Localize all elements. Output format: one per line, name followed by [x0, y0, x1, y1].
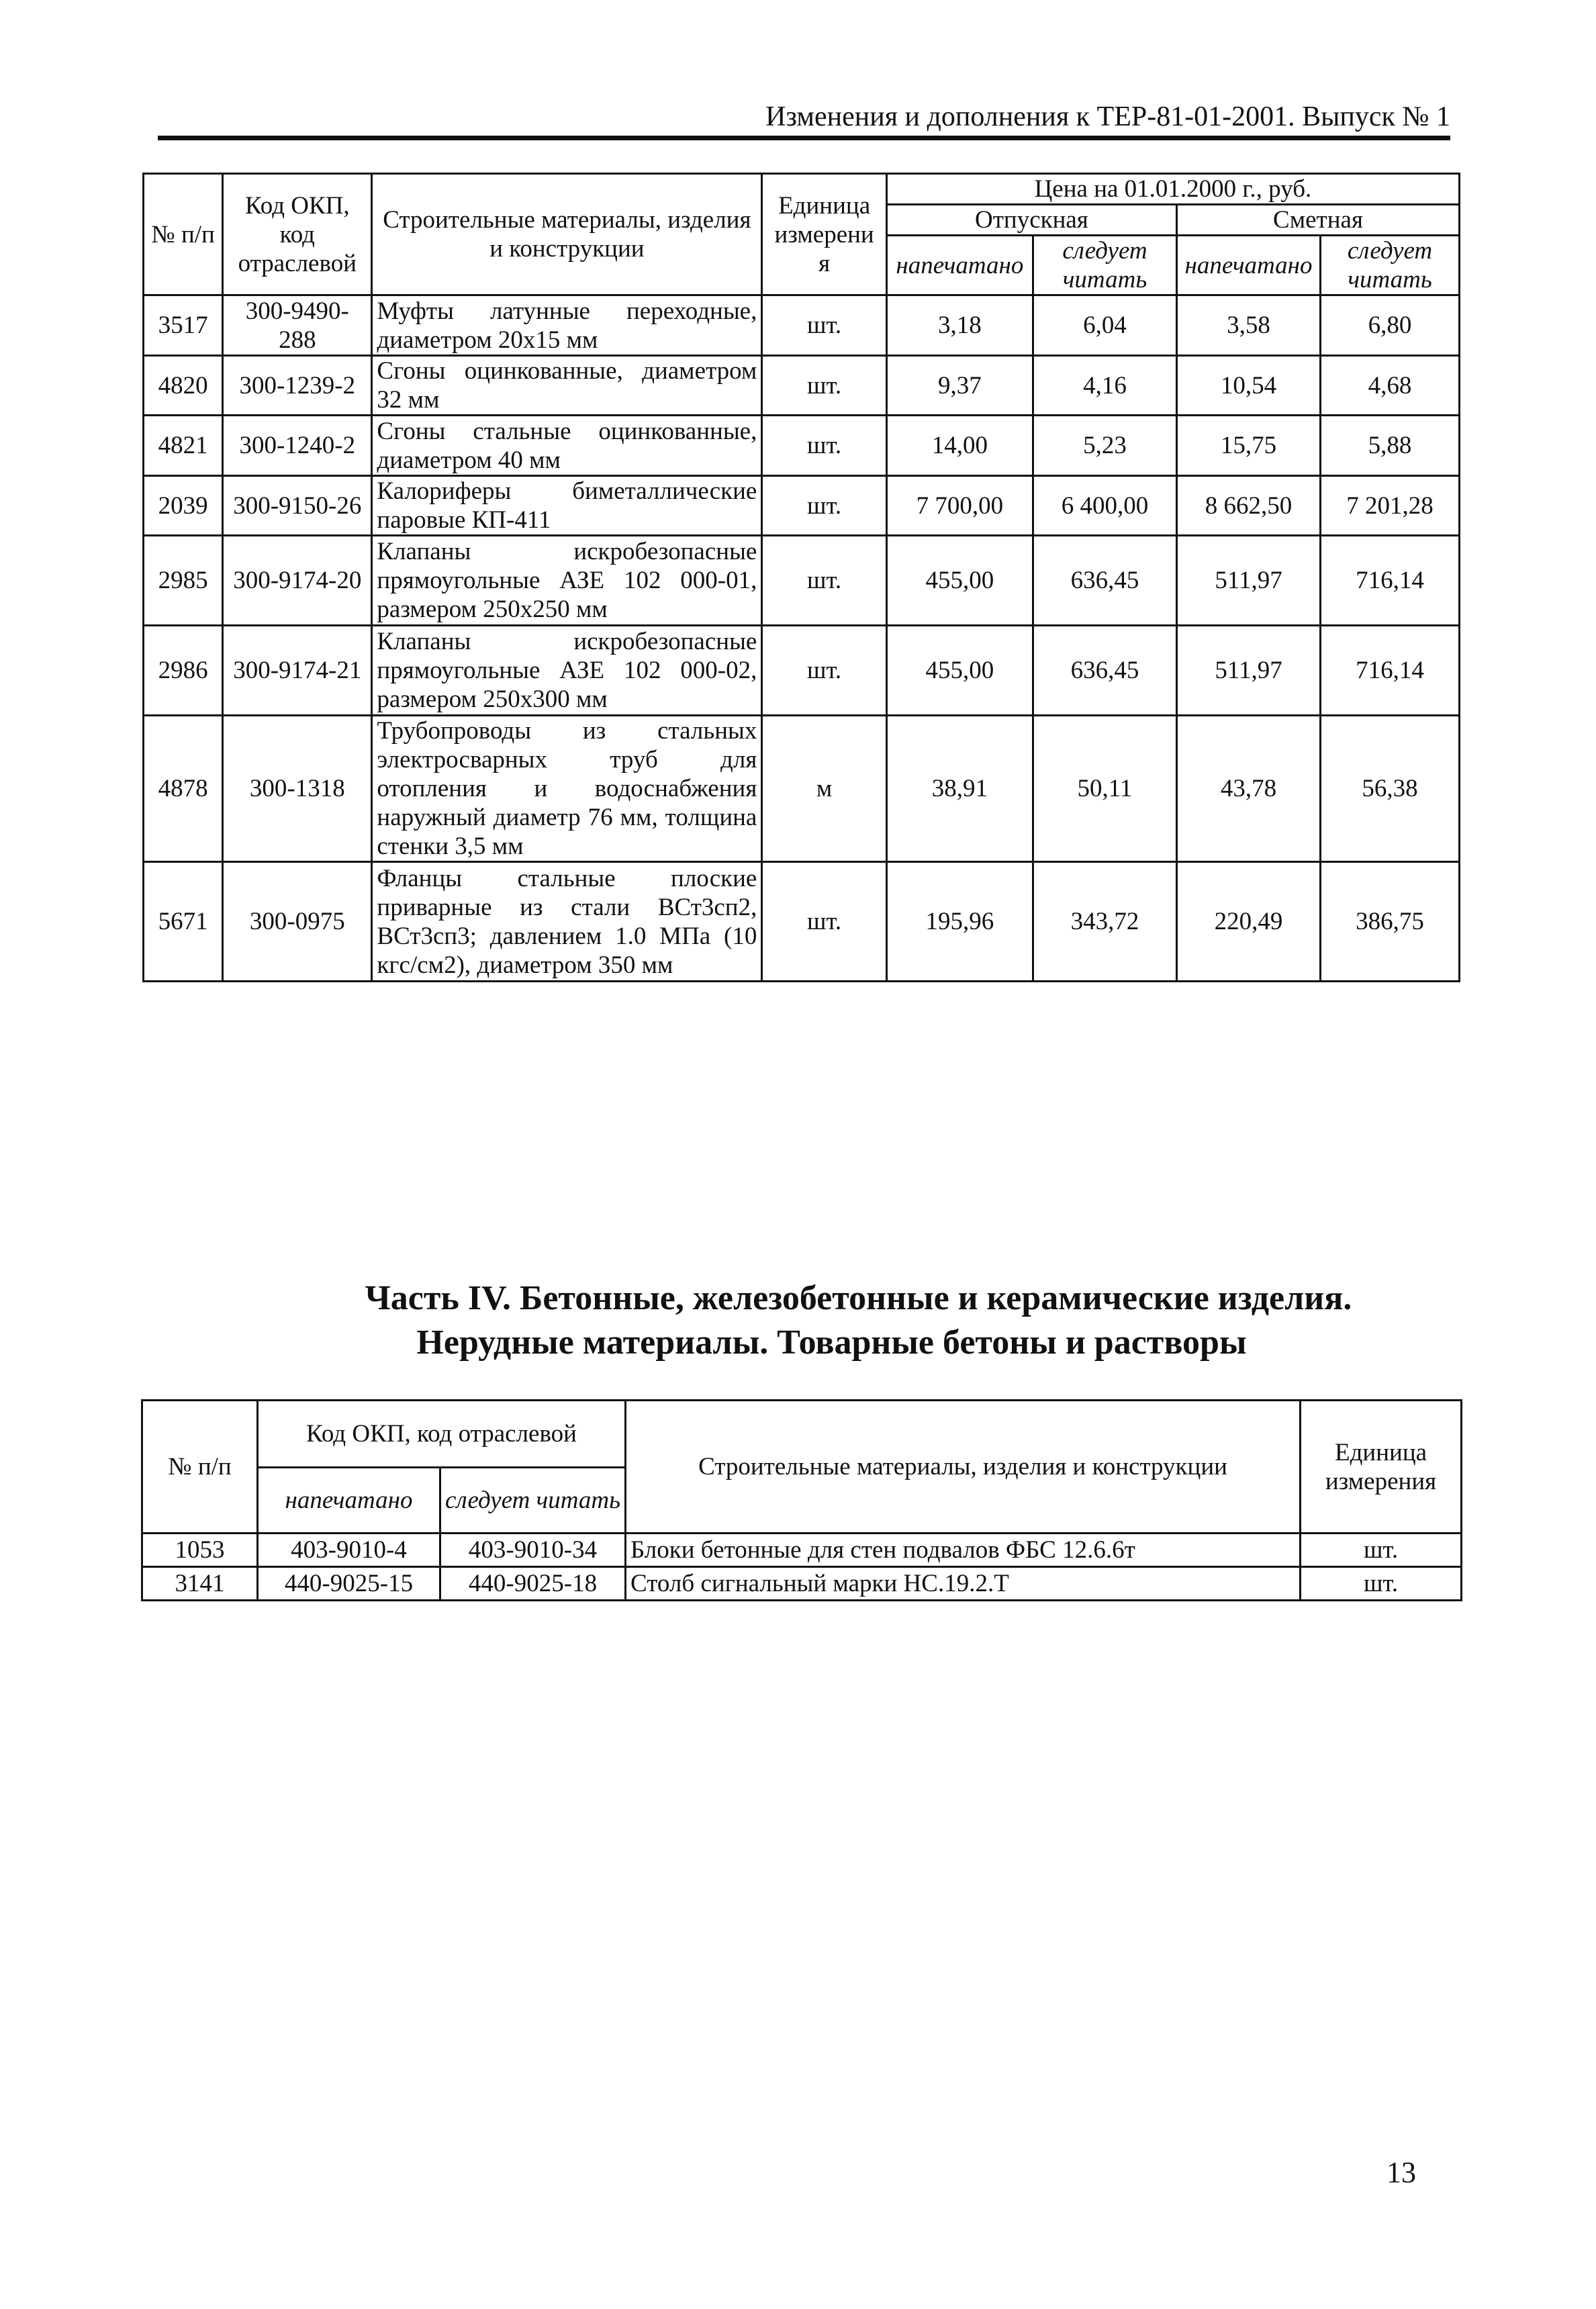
row-unit: шт.: [762, 356, 887, 416]
row-otp-read: 343,72: [1033, 862, 1176, 982]
row-sm-read: 5,88: [1321, 416, 1460, 476]
col-header-sm-printed: напечатано: [1177, 236, 1321, 295]
row-otp-read: 636,45: [1033, 626, 1176, 716]
row-sm-printed: 3,58: [1177, 295, 1321, 356]
row-num: 4821: [144, 416, 223, 476]
row-sm-printed: 511,97: [1177, 626, 1321, 716]
row-otp-printed: 14,00: [886, 416, 1033, 476]
col-header-code: Код ОКП, код отраслевой: [258, 1401, 626, 1468]
row-unit: шт.: [1301, 1534, 1462, 1567]
table-row: [144, 356, 1460, 416]
table-row: [144, 476, 1460, 536]
row-num: 2985: [144, 536, 223, 626]
row-otp-read: 636,45: [1033, 536, 1176, 626]
row-code: 300-1239-2: [223, 356, 372, 416]
row-material: Калориферы биметаллические паровые КП-411: [372, 476, 762, 536]
row-otp-printed: 455,00: [886, 536, 1033, 626]
table-row: [144, 862, 1460, 982]
row-num: 1053: [142, 1534, 258, 1567]
row-material: Фланцы стальные плоские приварные из стали ВСт3сп2, ВСт3сп3; давлением 1.0 МПа (10 кгс/см2), диаметром 350 мм: [372, 862, 762, 982]
row-code: 300-0975: [223, 862, 372, 982]
row-material: Сгоны стальные оцинкованные, диаметром 40 мм: [372, 416, 762, 476]
row-material: Блоки бетонные для стен подвалов ФБС 12.6.6т: [626, 1534, 1301, 1567]
row-sm-printed: 43,78: [1177, 716, 1321, 862]
row-code-printed: 440-9025-15: [258, 1567, 440, 1601]
row-num: 3517: [144, 295, 223, 356]
row-sm-read: 6,80: [1321, 295, 1460, 356]
row-num: 4820: [144, 356, 223, 416]
row-unit: шт.: [1301, 1567, 1462, 1601]
row-material: Клапаны искробезопасные прямоугольные АЗЕ 102 000-01, размером 250х250 мм: [372, 536, 762, 626]
row-num: 3141: [142, 1567, 258, 1601]
row-material: Муфты латунные переходные, диаметром 20х15 мм: [372, 295, 762, 356]
col-header-smet: Сметная: [1177, 205, 1460, 236]
running-header: Изменения и дополнения к ТЕР-81-01-2001. Выпуск № 1: [158, 99, 1450, 140]
row-otp-printed: 455,00: [886, 626, 1033, 716]
price-changes-table: [142, 173, 1460, 982]
row-unit: шт.: [762, 536, 887, 626]
row-unit: шт.: [762, 476, 887, 536]
col-header-material: Строительные материалы, изделия и конструкции: [372, 174, 762, 295]
table-row: [142, 1534, 1462, 1567]
row-num: 4878: [144, 716, 223, 862]
col-header-code: Код ОКП, код отраслевой: [223, 174, 372, 295]
row-otp-read: 4,16: [1033, 356, 1176, 416]
row-otp-read: 5,23: [1033, 416, 1176, 476]
row-code: 300-9150-26: [223, 476, 372, 536]
row-sm-printed: 8 662,50: [1177, 476, 1321, 536]
row-code: 300-9174-20: [223, 536, 372, 626]
row-material: Сгоны оцинкованные, диаметром 32 мм: [372, 356, 762, 416]
table-row: [144, 536, 1460, 626]
row-otp-read: 6 400,00: [1033, 476, 1176, 536]
row-material: Столб сигнальный марки НС.19.2.Т: [626, 1567, 1301, 1601]
row-code-read: 403-9010-34: [440, 1534, 626, 1567]
section-title-line2: Нерудные материалы. Товарные бетоны и растворы: [416, 1323, 1247, 1362]
row-material: Клапаны искробезопасные прямоугольные АЗЕ 102 000-02, размером 250х300 мм: [372, 626, 762, 716]
row-num: 2986: [144, 626, 223, 716]
row-sm-printed: 10,54: [1177, 356, 1321, 416]
row-material: Трубопроводы из стальных электросварных труб для отопления и водоснабжения наружный диаметр 76 мм, толщина стенки 3,5 мм: [372, 716, 762, 862]
row-otp-read: 50,11: [1033, 716, 1176, 862]
row-code: 300-9490-288: [223, 295, 372, 356]
row-otp-printed: 3,18: [886, 295, 1033, 356]
col-header-num: № п/п: [144, 174, 223, 295]
row-unit: шт.: [762, 416, 887, 476]
row-unit: м: [762, 716, 887, 862]
row-num: 2039: [144, 476, 223, 536]
table-row: [142, 1567, 1462, 1601]
col-header-unit: Единица измерения: [1301, 1401, 1462, 1534]
row-sm-read: 56,38: [1321, 716, 1460, 862]
col-header-material: Строительные материалы, изделия и конструкции: [626, 1401, 1301, 1534]
row-unit: шт.: [762, 862, 887, 982]
row-code: 300-9174-21: [223, 626, 372, 716]
col-header-otpusk: Отпускная: [886, 205, 1176, 236]
row-code: 300-1240-2: [223, 416, 372, 476]
section-title-line1: Часть IV. Бетонные, железобетонные и керамические изделия.: [365, 1279, 1352, 1317]
row-otp-printed: 38,91: [886, 716, 1033, 862]
col-header-otp-read: следует читать: [1033, 236, 1176, 295]
col-header-num: № п/п: [142, 1401, 258, 1534]
row-sm-printed: 511,97: [1177, 536, 1321, 626]
row-otp-printed: 9,37: [886, 356, 1033, 416]
row-otp-printed: 195,96: [886, 862, 1033, 982]
table-row: [144, 295, 1460, 356]
table-row: [144, 416, 1460, 476]
row-sm-read: 716,14: [1321, 536, 1460, 626]
col-header-unit: Единица измерени я: [762, 174, 887, 295]
col-header-otp-printed: напечатано: [886, 236, 1033, 295]
row-code-printed: 403-9010-4: [258, 1534, 440, 1567]
table-row: [144, 626, 1460, 716]
table-row: [144, 716, 1460, 862]
row-sm-printed: 15,75: [1177, 416, 1321, 476]
code-changes-table: [141, 1399, 1462, 1601]
row-unit: шт.: [762, 626, 887, 716]
col-header-printed: напечатано: [258, 1468, 440, 1534]
row-code-read: 440-9025-18: [440, 1567, 626, 1601]
col-header-should-read: следует читать: [440, 1468, 626, 1534]
row-sm-read: 386,75: [1321, 862, 1460, 982]
col-header-sm-read: следует читать: [1321, 236, 1460, 295]
row-sm-printed: 220,49: [1177, 862, 1321, 982]
row-sm-read: 4,68: [1321, 356, 1460, 416]
row-otp-read: 6,04: [1033, 295, 1176, 356]
row-sm-read: 7 201,28: [1321, 476, 1460, 536]
row-unit: шт.: [762, 295, 887, 356]
row-otp-printed: 7 700,00: [886, 476, 1033, 536]
col-header-price: Цена на 01.01.2000 г., руб.: [886, 174, 1459, 205]
row-sm-read: 716,14: [1321, 626, 1460, 716]
page-number: 13: [1387, 2156, 1416, 2189]
row-num: 5671: [144, 862, 223, 982]
row-code: 300-1318: [223, 716, 372, 862]
